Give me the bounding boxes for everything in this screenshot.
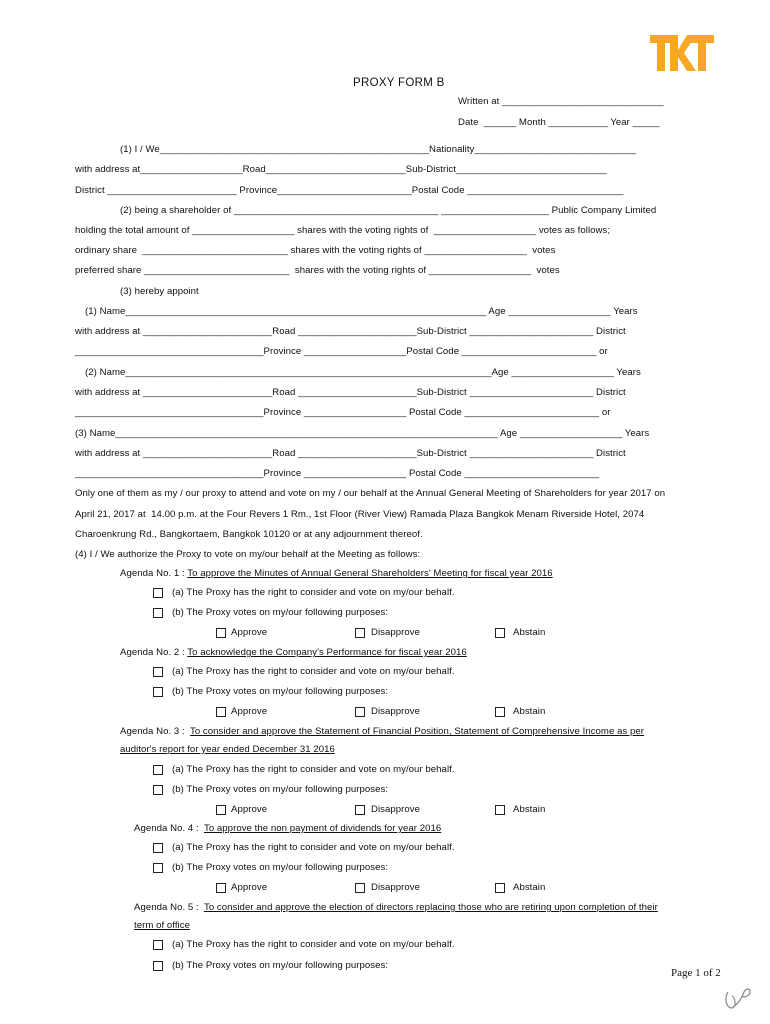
agenda-4-title: To approve the non payment of dividends for year 2016: [203, 823, 442, 834]
agenda-4-abstain-label: Abstain: [513, 882, 546, 893]
agenda-1-title: To approve the Minutes of Annual General Shareholders' Meeting for fiscal year 2016: [187, 568, 553, 579]
agenda-5-title: To consider and approve the election of directors replacing those who are retiring upon completion of their: [203, 902, 658, 913]
agenda-3-approve-checkbox[interactable]: [216, 805, 226, 815]
ordinary-share-line: ordinary share ___________________________ shares with the voting rights of ___________________ votes: [75, 245, 556, 256]
meeting-text-line-3: Charoenkrung Rd., Bangkortaem, Bangkok 10120 or at any adjournment thereof.: [75, 529, 423, 540]
agenda-1-option-a-label: (a) The Proxy has the right to consider and vote on my/our behalf.: [172, 587, 455, 598]
agenda-2-label: Agenda No. 2 :: [120, 647, 188, 658]
agenda-5: [134, 902, 658, 914]
agenda-2-abstain-checkbox[interactable]: [495, 707, 505, 717]
agenda-1-option-b-label: (b) The Proxy votes on my/our following purposes:: [172, 607, 389, 618]
proxy1-name-line: (1) Name___________________________________________________________________ Age ___________________ Years: [85, 306, 638, 317]
agenda-2: [120, 647, 467, 659]
proxy-giver-line: (1) I / We__________________________________________________Nationality______________________________: [120, 144, 636, 155]
agenda-4-option-a-checkbox[interactable]: [153, 843, 163, 853]
agenda-3-title-cont: auditor's report for year ended December 31 2016: [120, 744, 335, 755]
proxy2-address-line: with address at ________________________Road ______________________Sub-District _______________________ District: [75, 387, 626, 398]
proxy-giver-district-line: District ________________________ Province_________________________Postal Code _____________________________: [75, 185, 624, 196]
appoint-heading: (3) hereby appoint: [120, 286, 199, 297]
agenda-3-option-b-label: (b) The Proxy votes on my/our following purposes:: [172, 784, 389, 795]
agenda-1-disapprove-label: Disapprove: [371, 627, 421, 638]
proxy3-address-line: with address at ________________________Road ______________________Sub-District _______________________ District: [75, 448, 626, 459]
agenda-5-option-b-checkbox[interactable]: [153, 961, 163, 971]
date-line: Date ______ Month ___________ Year _____: [458, 117, 660, 128]
agenda-3-approve-label: Approve: [231, 804, 268, 815]
agenda-4-approve-checkbox[interactable]: [216, 883, 226, 893]
agenda-4-option-a-label: (a) The Proxy has the right to consider and vote on my/our behalf.: [172, 842, 455, 853]
authorize-heading: (4) I / We authorize the Proxy to vote on my/our behalf at the Meeting as follows:: [75, 549, 421, 560]
agenda-5-option-a-checkbox[interactable]: [153, 940, 163, 950]
agenda-4-option-b-label: (b) The Proxy votes on my/our following purposes:: [172, 862, 389, 873]
agenda-3-title: To consider and approve the Statement of Financial Position, Statement of Comprehensive Income as per: [189, 726, 645, 737]
agenda-2-abstain-label: Abstain: [513, 706, 546, 717]
agenda-1-approve-checkbox[interactable]: [216, 628, 226, 638]
agenda-2-option-b-label: (b) The Proxy votes on my/our following purposes:: [172, 686, 389, 697]
agenda-2-option-a-label: (a) The Proxy has the right to consider and vote on my/our behalf.: [172, 666, 455, 677]
agenda-4: [134, 823, 441, 835]
proxy3-province-line: ___________________________________Province ___________________ Postal Code _________________________: [75, 468, 600, 479]
proxy1-province-line: ___________________________________Province ___________________Postal Code _________________________ or: [75, 346, 608, 357]
meeting-text-line-1: Only one of them as my / our proxy to attend and vote on my / our behalf at the Annual General Meeting of Shareholders for year 2017 on: [75, 488, 666, 499]
agenda-3-abstain-label: Abstain: [513, 804, 546, 815]
agenda-1-disapprove-checkbox[interactable]: [355, 628, 365, 638]
agenda-1-abstain-label: Abstain: [513, 627, 546, 638]
agenda-1-option-a-checkbox[interactable]: [153, 588, 163, 598]
agenda-2-option-a-checkbox[interactable]: [153, 667, 163, 677]
agenda-5-option-a-label: (a) The Proxy has the right to consider and vote on my/our behalf.: [172, 939, 455, 950]
agenda-2-option-b-checkbox[interactable]: [153, 687, 163, 697]
agenda-3-abstain-checkbox[interactable]: [495, 805, 505, 815]
agenda-5-option-b-label: (b) The Proxy votes on my/our following purposes:: [172, 960, 389, 971]
agenda-2-disapprove-checkbox[interactable]: [355, 707, 365, 717]
form-title: PROXY FORM B: [353, 77, 445, 89]
agenda-4-disapprove-label: Disapprove: [371, 882, 421, 893]
page-number: Page 1 of 2: [671, 967, 721, 979]
agenda-4-label: Agenda No. 4 :: [134, 823, 204, 834]
proxy2-name-line: (2) Name____________________________________________________________________Age ___________________ Years: [85, 367, 641, 378]
agenda-3-disapprove-checkbox[interactable]: [355, 805, 365, 815]
agenda-4-approve-label: Approve: [231, 882, 268, 893]
agenda-3-disapprove-label: Disapprove: [371, 804, 421, 815]
agenda-1-abstain-checkbox[interactable]: [495, 628, 505, 638]
agenda-1-label: Agenda No. 1 :: [120, 568, 188, 579]
agenda-1: [120, 568, 553, 580]
meeting-text-line-2: April 21, 2017 at 14.00 p.m. at the Four Revers 1 Rm., 1st Floor (River View) Ramada Plaza Bangkok Menam Riverside Hotel, 2074: [75, 509, 645, 520]
proxy3-name-line: (3) Name_______________________________________________________________________ Age ___________________ Years: [75, 428, 650, 439]
proxy2-province-line: ___________________________________Province ___________________ Postal Code _________________________ or: [75, 407, 611, 418]
company-logo: [650, 33, 714, 78]
agenda-2-approve-checkbox[interactable]: [216, 707, 226, 717]
agenda-2-disapprove-label: Disapprove: [371, 706, 421, 717]
proxy1-address-line: with address at ________________________Road ______________________Sub-District _______________________ District: [75, 326, 626, 337]
written-at-line: Written at ______________________________: [458, 96, 664, 107]
agenda-2-approve-label: Approve: [231, 706, 268, 717]
initials-signature: [722, 984, 754, 1019]
agenda-3-option-b-checkbox[interactable]: [153, 785, 163, 795]
agenda-3: [120, 726, 644, 738]
proxy-giver-address-line: with address at___________________Road__________________________Sub-District____________________________: [75, 164, 607, 175]
agenda-4-disapprove-checkbox[interactable]: [355, 883, 365, 893]
agenda-1-option-b-checkbox[interactable]: [153, 608, 163, 618]
agenda-1-approve-label: Approve: [231, 627, 268, 638]
agenda-3-option-a-label: (a) The Proxy has the right to consider and vote on my/our behalf.: [172, 764, 455, 775]
agenda-4-abstain-checkbox[interactable]: [495, 883, 505, 893]
total-shares-line: holding the total amount of ___________________ shares with the voting rights of ___________________ votes as follows;: [75, 225, 611, 236]
agenda-2-title: To acknowledge the Company's Performance for fiscal year 2016: [187, 647, 467, 658]
shareholder-line: (2) being a shareholder of ______________________________________ ____________________ Public Company Limited: [120, 205, 657, 216]
agenda-3-option-a-checkbox[interactable]: [153, 765, 163, 775]
agenda-5-title-cont: term of office: [134, 920, 190, 931]
agenda-5-label: Agenda No. 5 :: [134, 902, 204, 913]
agenda-3-label: Agenda No. 3 :: [120, 726, 190, 737]
preferred-share-line: preferred share ___________________________ shares with the voting rights of ___________________ votes: [75, 265, 560, 276]
agenda-4-option-b-checkbox[interactable]: [153, 863, 163, 873]
